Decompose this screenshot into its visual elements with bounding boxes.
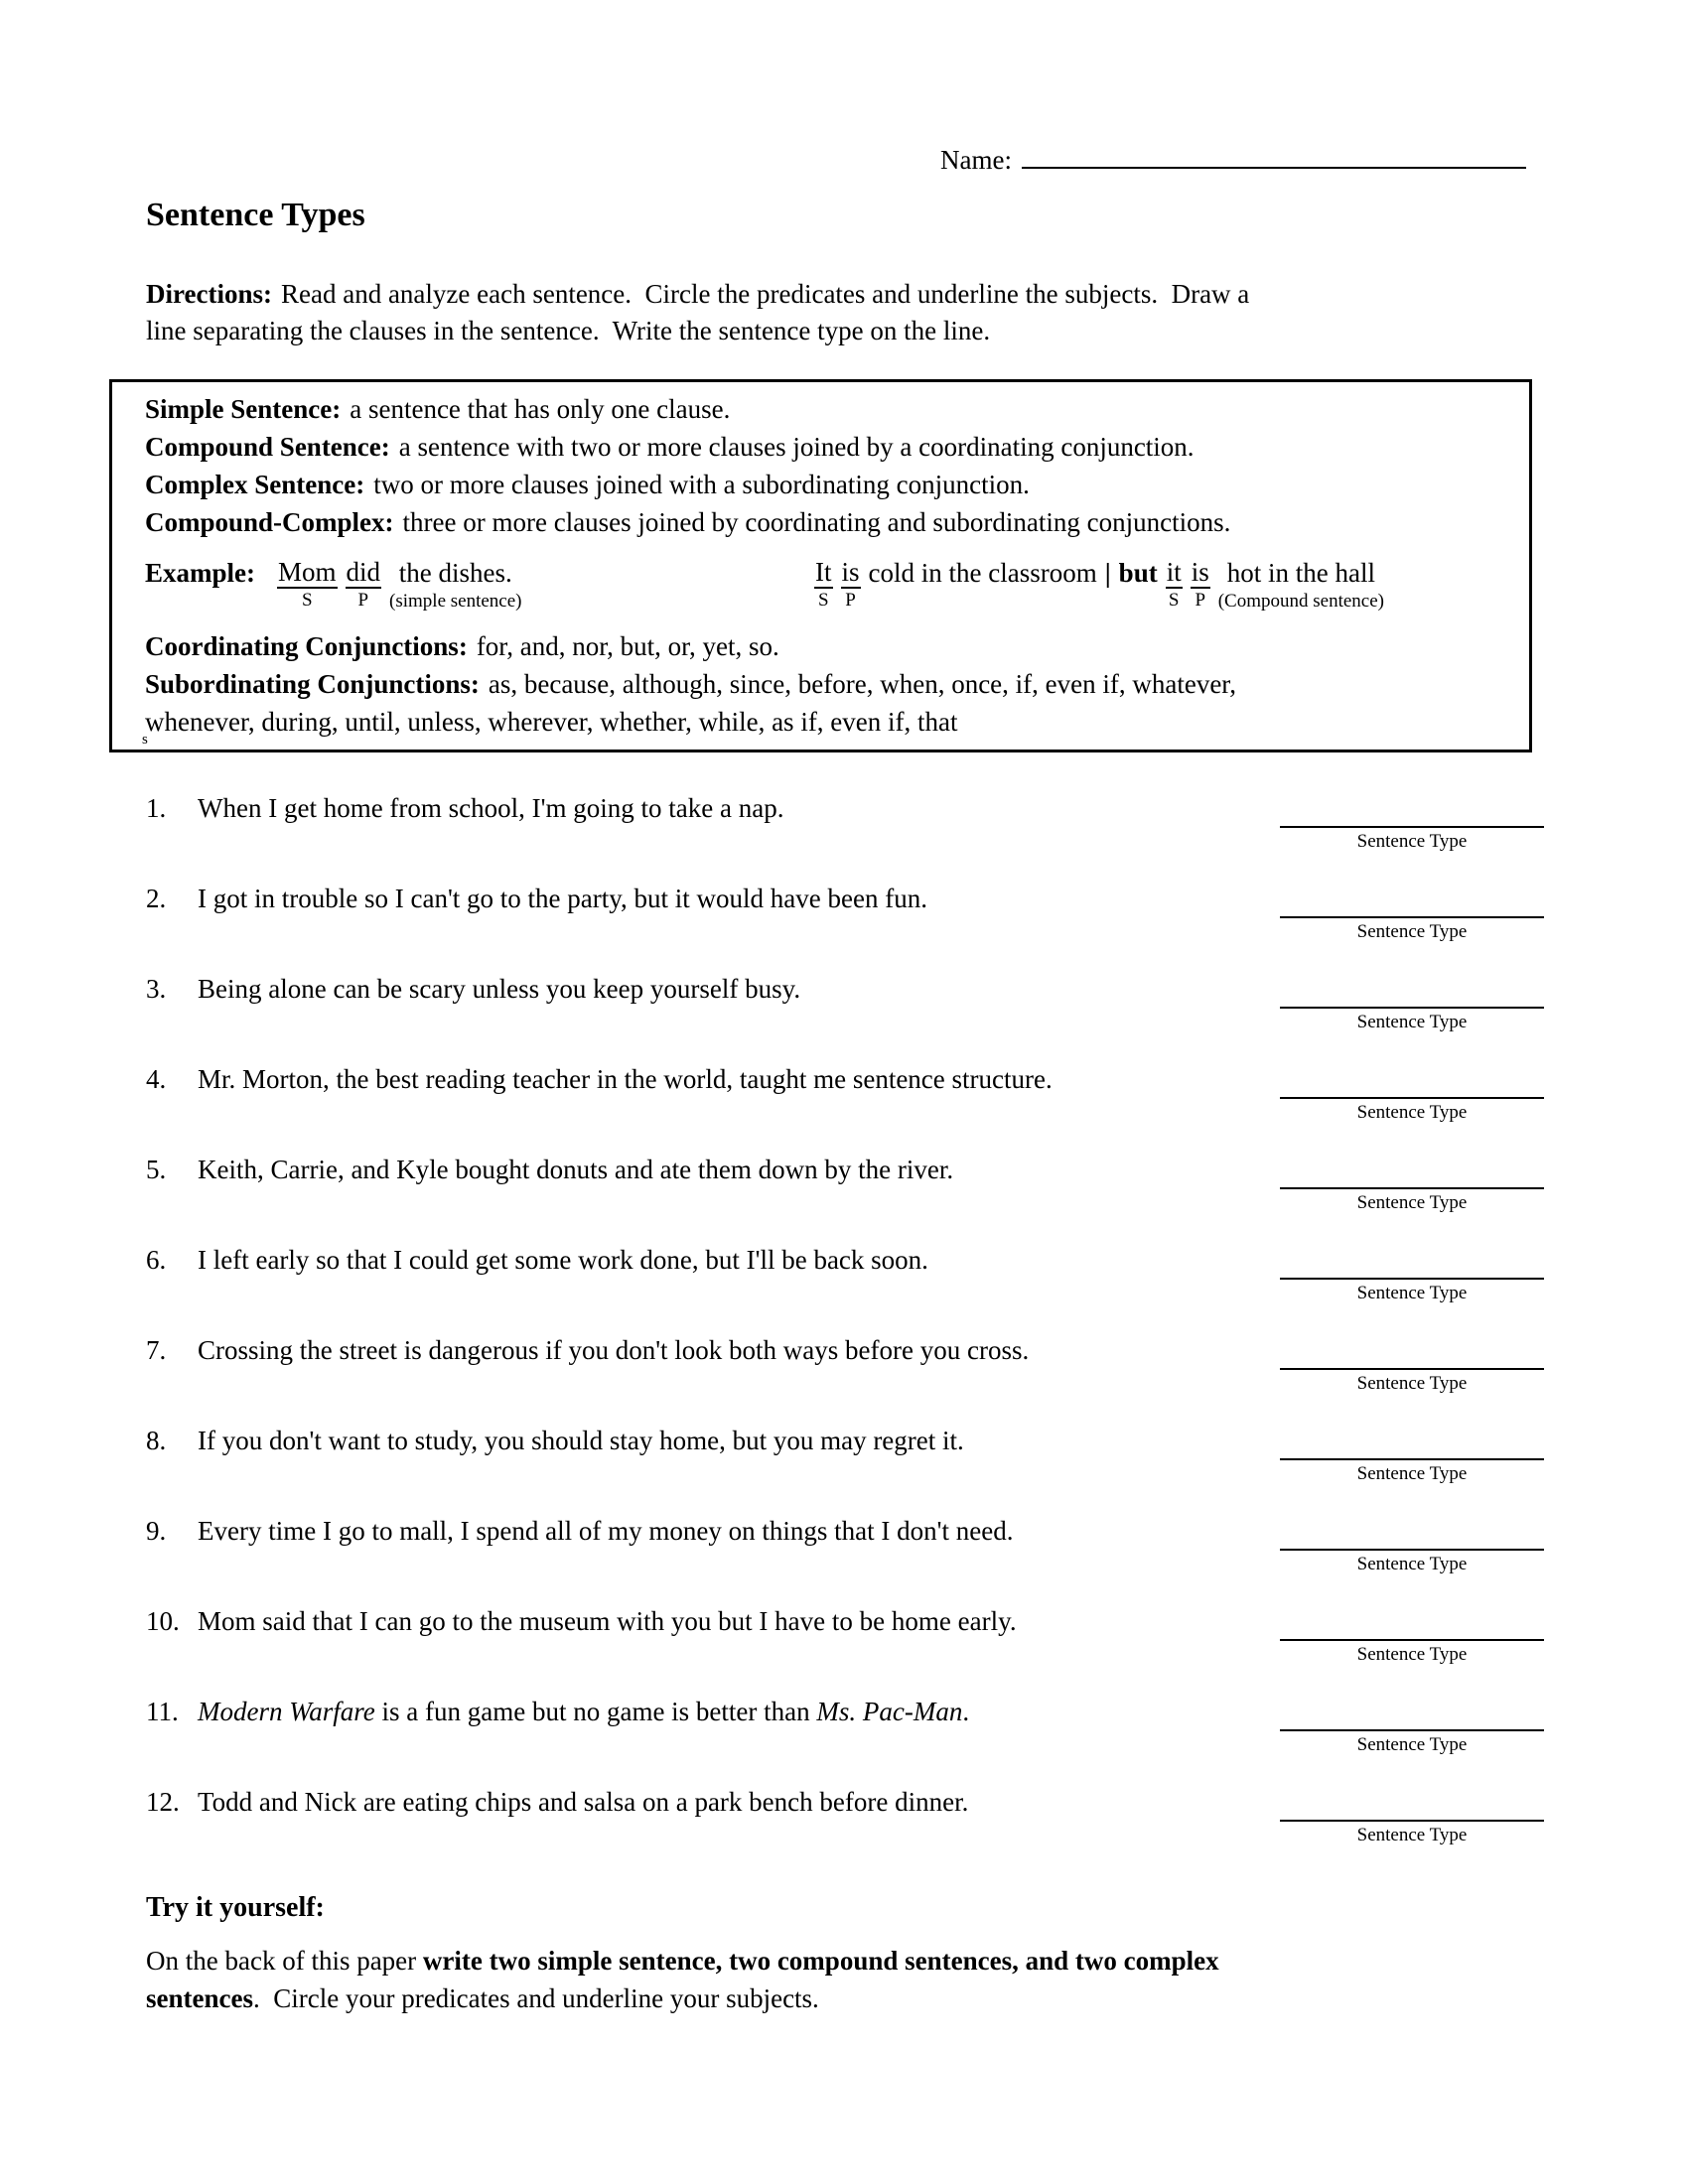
example-compound-subject1 <box>814 557 833 611</box>
try-it-yourself-section <box>146 1892 1546 2017</box>
question-row-10 <box>146 1605 1544 1696</box>
definition-text: a sentence with two or more clauses joined by a coordinating conjunction. <box>398 432 1195 462</box>
try-it-yourself-title: Try it yourself: <box>146 1892 325 1923</box>
question-row-2 <box>146 883 1544 973</box>
definition-complex <box>145 466 1519 503</box>
example-compound-rest <box>1218 557 1384 612</box>
answer-label: Sentence Type <box>1356 1102 1468 1123</box>
sentence-type-blank[interactable] <box>1280 1278 1544 1303</box>
definition-term: Complex Sentence: <box>145 470 365 499</box>
sentence-type-blank[interactable] <box>1280 1097 1544 1123</box>
subordinating-label: Subordinating Conjunctions: <box>145 669 480 699</box>
question-row-5 <box>146 1154 1544 1244</box>
example-text: cold in the classroom <box>868 558 1097 588</box>
question-row-9 <box>146 1515 1544 1605</box>
question-number: 4. <box>146 1064 167 1094</box>
try-it-yourself-text: On the back of this paper write two simple sentence, two compound sentences, and two complex sentences. Circle your predicates and underline your subjects. <box>146 1946 1219 2013</box>
definition-term: Compound Sentence: <box>145 432 390 462</box>
sentence-type-blank[interactable] <box>1280 826 1544 852</box>
subordinating-conjunctions <box>145 665 1519 741</box>
question-text: Todd and Nick are eating chips and salsa on a park bench before dinner. <box>198 1787 969 1817</box>
question-row-1 <box>146 792 1544 883</box>
example-simple-subject <box>277 557 338 611</box>
answer-label: Sentence Type <box>1356 921 1468 942</box>
example-compound <box>814 557 1384 612</box>
definitions-box <box>109 379 1532 752</box>
sentence-type-blank[interactable] <box>1280 1187 1544 1213</box>
question-number: 1. <box>146 793 167 823</box>
question-row-11 <box>146 1696 1544 1786</box>
coordinating-label: Coordinating Conjunctions: <box>145 631 468 661</box>
question-text: Every time I go to mall, I spend all of my money on things that I don't need. <box>198 1516 1014 1546</box>
question-text: When I get home from school, I'm going to take a nap. <box>198 793 784 823</box>
question-row-7 <box>146 1334 1544 1425</box>
definition-compound <box>145 428 1519 466</box>
answer-label: Sentence Type <box>1356 1554 1468 1574</box>
stray-mark: s <box>142 732 148 748</box>
underlined-word: is <box>841 557 860 587</box>
example-text: the dishes. <box>398 558 512 588</box>
answer-label: Sentence Type <box>1356 1644 1468 1665</box>
question-number: 9. <box>146 1516 167 1546</box>
underlined-word: Mom <box>278 557 337 587</box>
clause-separator: | <box>1104 558 1111 588</box>
definition-compound-complex <box>145 503 1519 541</box>
sentence-type-blank[interactable] <box>1280 916 1544 942</box>
definition-text: a sentence that has only one clause. <box>350 394 731 424</box>
subject-mark: S <box>301 590 313 611</box>
question-row-12 <box>146 1786 1544 1876</box>
question-text: Mr. Morton, the best reading teacher in the world, taught me sentence structure. <box>198 1064 1053 1094</box>
name-label: Name: <box>940 145 1012 175</box>
definition-term: Simple Sentence: <box>145 394 342 424</box>
predicate-mark: P <box>1195 590 1206 611</box>
sentence-type-blank[interactable] <box>1280 1458 1544 1484</box>
predicate-mark: P <box>845 590 856 611</box>
conjunction-word: but <box>1118 558 1158 588</box>
question-row-6 <box>146 1244 1544 1334</box>
sentence-type-blank[interactable] <box>1280 1639 1544 1665</box>
example-caption: (Compound sentence) <box>1217 591 1384 612</box>
answer-label: Sentence Type <box>1356 1283 1468 1303</box>
question-text: Keith, Carrie, and Kyle bought donuts and ate them down by the river. <box>198 1155 954 1184</box>
sentence-type-blank[interactable] <box>1280 1729 1544 1755</box>
question-text: Modern Warfare is a fun game but no game is better than Ms. Pac-Man. <box>198 1697 970 1726</box>
example-caption: (simple sentence) <box>389 591 522 612</box>
coordinating-conjunctions <box>145 627 1519 665</box>
directions-text-line1: Read and analyze each sentence. Circle the predicates and underline the subjects. Draw a <box>280 279 1250 309</box>
name-row <box>940 141 1526 176</box>
definition-text: three or more clauses joined by coordinating and subordinating conjunctions. <box>402 507 1231 537</box>
answer-label: Sentence Type <box>1356 1012 1468 1032</box>
question-number: 2. <box>146 884 167 913</box>
example-text: hot in the hall <box>1226 558 1375 588</box>
question-row-4 <box>146 1063 1544 1154</box>
name-blank[interactable] <box>1022 141 1526 169</box>
question-number: 7. <box>146 1335 167 1365</box>
directions-label: Directions: <box>146 279 272 309</box>
subordinating-list-line1: as, because, although, since, before, when, once, if, even if, whatever, <box>488 669 1236 699</box>
sentence-type-blank[interactable] <box>1280 1368 1544 1394</box>
subject-mark: S <box>817 590 829 611</box>
italic-game-title: Modern Warfare <box>198 1697 375 1726</box>
question-list <box>146 792 1544 1876</box>
answer-label: Sentence Type <box>1356 831 1468 852</box>
underlined-word: It <box>815 557 832 587</box>
question-number: 11. <box>146 1697 179 1726</box>
example-simple-rest <box>389 557 521 612</box>
example-compound-predicate1 <box>841 557 861 611</box>
italic-game-title: Ms. Pac-Man <box>816 1697 963 1726</box>
question-text: I got in trouble so I can't go to the party, but it would have been fun. <box>198 884 927 913</box>
example-row <box>145 557 1519 614</box>
answer-label: Sentence Type <box>1356 1192 1468 1213</box>
question-number: 8. <box>146 1426 167 1455</box>
question-row-8 <box>146 1425 1544 1515</box>
question-text: I left early so that I could get some work done, but I'll be back soon. <box>198 1245 928 1275</box>
question-number: 5. <box>146 1155 167 1184</box>
page-title: Sentence Types <box>146 197 365 233</box>
example-simple-predicate <box>346 557 382 611</box>
example-label: Example: <box>145 558 255 588</box>
sentence-type-blank[interactable] <box>1280 1820 1544 1845</box>
question-text: Being alone can be scary unless you keep yourself busy. <box>198 974 801 1004</box>
question-number: 3. <box>146 974 167 1004</box>
definition-term: Compound-Complex: <box>145 507 394 537</box>
sentence-type-blank[interactable] <box>1280 1549 1544 1574</box>
subject-mark: S <box>1168 590 1180 611</box>
question-text: Mom said that I can go to the museum with you but I have to be home early. <box>198 1606 1017 1636</box>
underlined-word: did <box>346 557 381 587</box>
question-number: 6. <box>146 1245 167 1275</box>
sentence-type-blank[interactable] <box>1280 1007 1544 1032</box>
example-compound-subject2 <box>1166 557 1183 611</box>
question-row-3 <box>146 973 1544 1063</box>
question-text: Crossing the street is dangerous if you don't look both ways before you cross. <box>198 1335 1030 1365</box>
answer-label: Sentence Type <box>1356 1825 1468 1845</box>
answer-label: Sentence Type <box>1356 1463 1468 1484</box>
underlined-word: it <box>1166 557 1182 587</box>
answer-label: Sentence Type <box>1356 1734 1468 1755</box>
predicate-mark: P <box>357 590 369 611</box>
underlined-word: is <box>1191 557 1209 587</box>
question-number: 10. <box>146 1606 180 1636</box>
directions <box>146 276 1546 349</box>
definition-text: two or more clauses joined with a subordinating conjunction. <box>373 470 1030 499</box>
question-number: 12. <box>146 1787 180 1817</box>
answer-label: Sentence Type <box>1356 1373 1468 1394</box>
example-compound-predicate2 <box>1191 557 1210 611</box>
coordinating-list: for, and, nor, but, or, yet, so. <box>476 631 779 661</box>
directions-text-line2: line separating the clauses in the sentence. Write the sentence type on the line. <box>146 316 991 345</box>
question-text: If you don't want to study, you should stay home, but you may regret it. <box>198 1426 964 1455</box>
definition-simple <box>145 390 1519 428</box>
subordinating-list-line2: whenever, during, until, unless, wherever, whether, while, as if, even if, that <box>145 707 958 737</box>
